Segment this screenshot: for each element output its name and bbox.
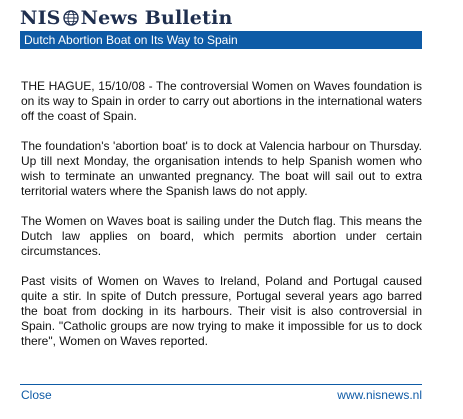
masthead-logo <box>20 6 233 30</box>
article-paragraph: THE HAGUE, 15/10/08 - The controversial Women on Waves foundation is on its way to Spain in order to carry out abortions in the international waters off the coast of Spain. <box>21 79 422 123</box>
footer-divider <box>20 384 422 385</box>
headline: Dutch Abortion Boat on Its Way to Spain <box>24 33 238 47</box>
globe-icon <box>63 10 79 26</box>
headline-bar <box>20 31 422 49</box>
article-paragraph: The Women on Waves boat is sailing under the Dutch flag. This means the Dutch law applies on board, which permits abortion under certain circumstances. <box>21 214 422 258</box>
logo-text-news-bulletin: News Bulletin <box>80 7 233 29</box>
article-body <box>21 79 422 364</box>
logo-text-nis: NIS <box>20 7 61 29</box>
article-paragraph: The foundation's 'abortion boat' is to dock at Valencia harbour on Thursday. Up till next Monday, the organisation intends to help Spanish women who wish to terminate an unwanted pregnancy. The boat will sail out to extra territorial waters where the Spanish laws do not apply. <box>21 139 422 198</box>
close-link[interactable]: Close <box>21 388 52 402</box>
article-paragraph: Past visits of Women on Waves to Ireland, Poland and Portugal caused quite a stir. In spite of Dutch pressure, Portugal several years ago barred the boat from docking in its harbours. Their visit is also controversial in Spain. "Catholic groups are now trying to make it impossible for us to dock there", Women on Waves reported. <box>21 274 422 348</box>
website-link[interactable]: www.nisnews.nl <box>337 388 422 402</box>
